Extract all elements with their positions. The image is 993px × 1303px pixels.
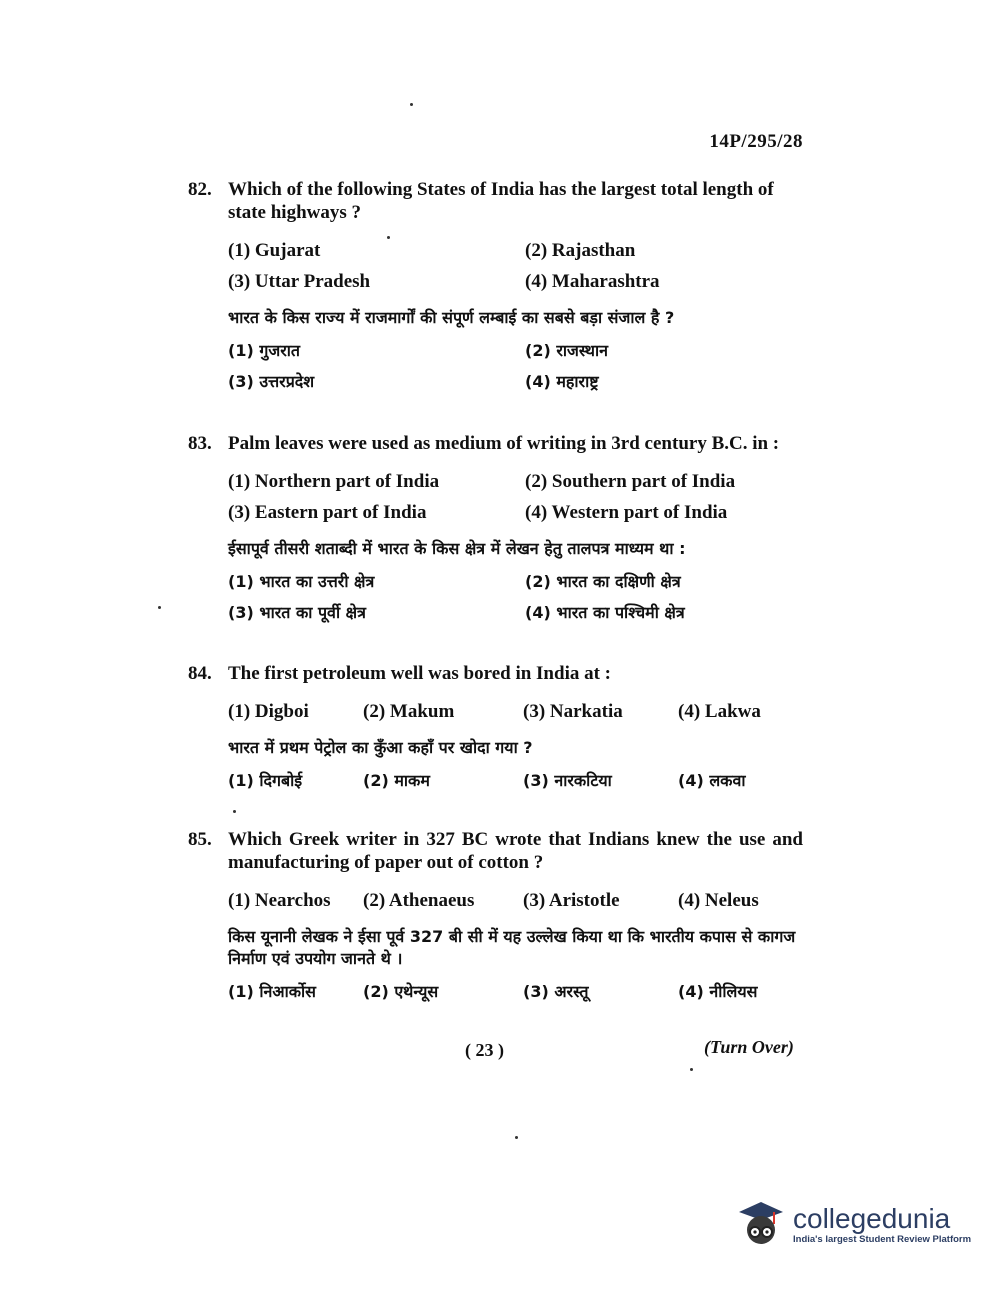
- turn-over-note: (Turn Over): [704, 1037, 794, 1057]
- question-82: [188, 178, 803, 392]
- option: (2) एथेन्यूस: [363, 982, 439, 1001]
- option: (2) राजस्थान: [525, 341, 609, 360]
- option: (3) उत्तरप्रदेश: [228, 372, 315, 391]
- option: (2) भारत का दक्षिणी क्षेत्र: [525, 572, 681, 591]
- question-text-hindi: भारत के किस राज्य में राजमार्गों की संपूर्ण लम्बाई का सबसे बड़ा संजाल है ?: [228, 308, 675, 327]
- option: (4) Neleus: [678, 890, 759, 911]
- options-hindi: [228, 769, 803, 791]
- option: (1) Gujarat: [228, 240, 321, 261]
- option: (4) Lakwa: [678, 701, 761, 722]
- option: (2) Athenaeus: [363, 890, 475, 911]
- option: (2) Makum: [363, 701, 455, 722]
- options-hindi: [228, 570, 803, 623]
- option: (3) भारत का पूर्वी क्षेत्र: [228, 603, 366, 622]
- options-english: [228, 471, 803, 524]
- student-mascot-icon: [735, 1198, 787, 1250]
- option: (4) लकवा: [678, 771, 746, 790]
- option: (3) अरस्तू: [523, 982, 589, 1001]
- scan-speck: [515, 1136, 518, 1139]
- option: (4) Maharashtra: [525, 271, 660, 292]
- option: (1) Northern part of India: [228, 471, 440, 492]
- paper-code: 14P/295/28: [709, 131, 803, 152]
- collegedunia-watermark: [735, 1198, 971, 1250]
- option: (1) गुजरात: [228, 341, 301, 360]
- options-english: [228, 890, 803, 912]
- question-number: 82.: [188, 179, 212, 200]
- option: (2) माकम: [363, 771, 430, 790]
- scan-speck: [158, 606, 161, 609]
- question-text: Which Greek writer in 327 BC wrote that Indians knew the use and manufacturing of paper out of cotton ?: [228, 829, 803, 873]
- option: (2) Southern part of India: [525, 471, 736, 492]
- option: (4) भारत का पश्चिमी क्षेत्र: [525, 603, 685, 622]
- question-85: [188, 828, 803, 1002]
- option: (1) Digboi: [228, 701, 309, 722]
- question-text-hindi: ईसापूर्व तीसरी शताब्दी में भारत के किस क्षेत्र में लेखन हेतु तालपत्र माध्यम था :: [228, 539, 686, 558]
- option: (3) Narkatia: [523, 701, 623, 722]
- scan-speck: [690, 1068, 693, 1071]
- page-number: ( 23 ): [465, 1040, 504, 1060]
- question-number: 84.: [188, 663, 212, 684]
- option: (1) दिगबोई: [228, 771, 303, 790]
- option: (3) Eastern part of India: [228, 502, 427, 523]
- options-english: [228, 701, 803, 723]
- scan-speck: [233, 810, 236, 813]
- option: (3) नारकटिया: [523, 771, 612, 790]
- option: (4) Western part of India: [525, 502, 728, 523]
- option: (4) महाराष्ट्र: [525, 372, 599, 391]
- option: (1) Nearchos: [228, 890, 331, 911]
- question-number: 83.: [188, 433, 212, 454]
- question-number: 85.: [188, 829, 212, 850]
- question-text: The first petroleum well was bored in India at :: [228, 663, 611, 684]
- question-84: [188, 662, 803, 791]
- question-text-hindi: भारत में प्रथम पेट्रोल का कुँआ कहाँ पर खोदा गया ?: [228, 738, 533, 757]
- option: (1) भारत का उत्तरी क्षेत्र: [228, 572, 375, 591]
- question-text: Which of the following States of India has the largest total length of state highways ?: [228, 179, 774, 223]
- options-hindi: [228, 339, 803, 392]
- option: (4) नीलियस: [678, 982, 758, 1001]
- option: (3) Aristotle: [523, 890, 620, 911]
- watermark-name: collegedunia: [793, 1202, 951, 1234]
- question-text: Palm leaves were used as medium of writing in 3rd century B.C. in :: [228, 433, 780, 454]
- question-83: [188, 432, 803, 623]
- option: (2) Rajasthan: [525, 240, 636, 261]
- watermark-tagline: India's largest Student Review Platform: [793, 1233, 972, 1245]
- options-english: [228, 240, 803, 293]
- options-hindi: [228, 980, 803, 1002]
- option: (1) निआर्कोस: [228, 982, 316, 1001]
- scan-speck: [410, 103, 413, 106]
- scan-speck: [387, 236, 390, 239]
- option: (3) Uttar Pradesh: [228, 271, 371, 292]
- question-text-hindi: किस यूनानी लेखक ने ईसा पूर्व 327 बी सी में यह उल्लेख किया था कि भारतीय कपास से कागज निर्माण एवं उपयोग जानते थे ।: [228, 927, 796, 968]
